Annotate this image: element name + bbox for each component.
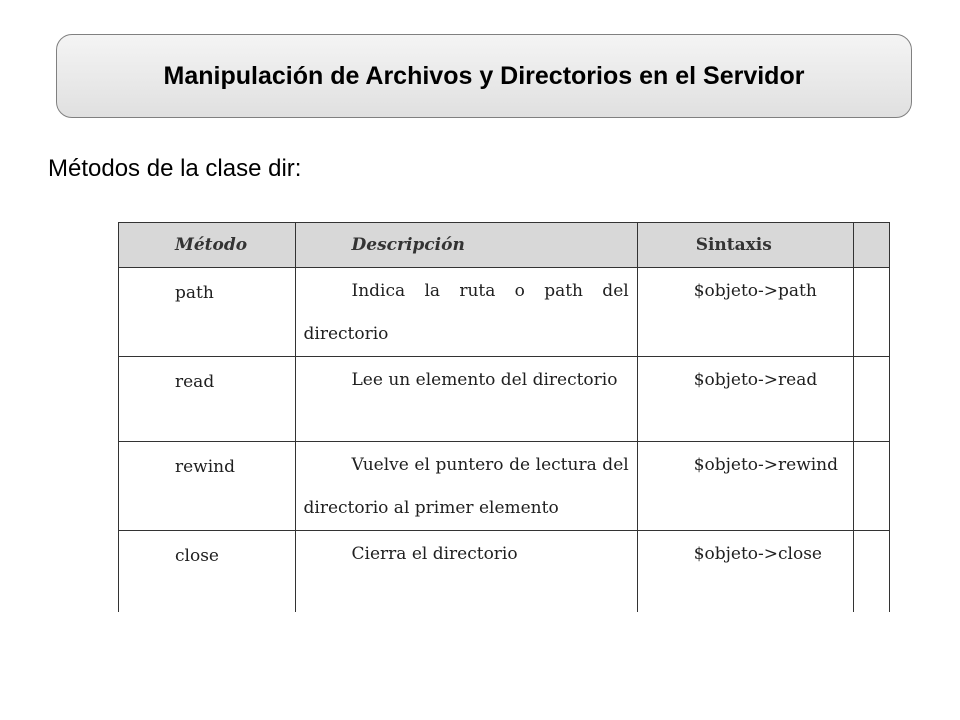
extra-cell — [854, 268, 890, 357]
description-cell: Vuelve el puntero de lectura del directorio al primer elemento — [303, 455, 629, 518]
header-syntax: Sintaxis — [637, 223, 853, 268]
syntax-cell: $objeto->path — [693, 281, 817, 301]
slide-title: Manipulación de Archivos y Directorios en el Servidor — [163, 61, 805, 90]
extra-cell — [854, 357, 890, 442]
method-cell: close — [175, 546, 219, 566]
method-cell: path — [175, 283, 214, 303]
syntax-cell: $objeto->close — [693, 544, 822, 564]
table-row — [119, 531, 890, 613]
table-row — [119, 357, 890, 442]
header-method: Método — [119, 223, 296, 268]
table-row — [119, 442, 890, 531]
slide-subtitle: Métodos de la clase dir: — [48, 155, 302, 182]
extra-cell — [854, 442, 890, 531]
syntax-cell: $objeto->rewind — [693, 455, 839, 475]
description-cell: Indica la ruta o path del directorio — [303, 281, 629, 344]
header-description: Descripción — [295, 223, 637, 268]
table-row — [119, 268, 890, 357]
syntax-cell: $objeto->read — [693, 370, 818, 390]
methods-table-image — [118, 222, 890, 612]
method-cell: rewind — [175, 457, 236, 477]
methods-table — [118, 222, 890, 612]
description-cell: Cierra el directorio — [351, 544, 518, 564]
extra-cell — [854, 531, 890, 613]
slide-title-box — [56, 34, 912, 118]
header-extra-column — [854, 223, 890, 268]
description-cell: Lee un elemento del directorio — [351, 370, 618, 390]
method-cell: read — [175, 372, 215, 392]
